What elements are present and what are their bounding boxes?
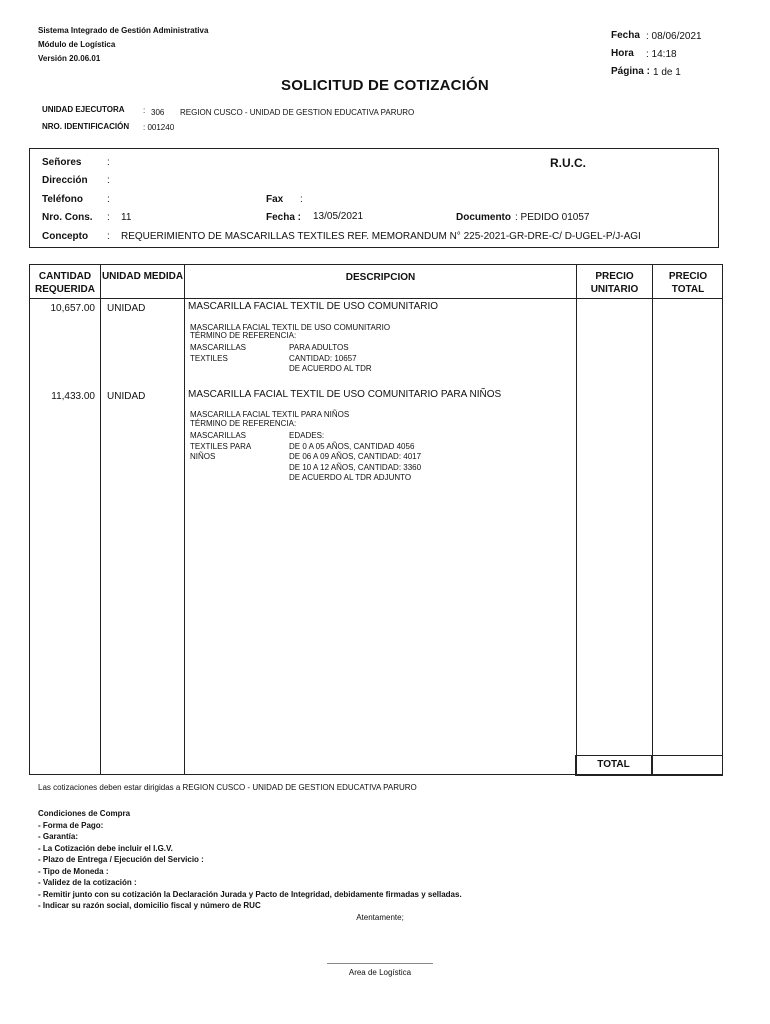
- senores-label: Señores: [42, 157, 82, 168]
- col-header-unidad: UNIDAD MEDIDA: [101, 271, 184, 282]
- item-descripcion: MASCARILLA FACIAL TEXTIL DE USO COMUNITARIO: [188, 301, 439, 312]
- condicion-item: - La Cotización debe incluir el I.G.V.: [38, 844, 173, 853]
- concepto-colon: :: [107, 231, 110, 242]
- page-value: 1 de 1: [653, 67, 681, 78]
- item-termino: TÉRMINO DE REFERENCIA:: [190, 331, 297, 340]
- total-label: TOTAL: [597, 759, 630, 770]
- date-value: : 08/06/2021: [646, 31, 702, 42]
- telefono-label: Teléfono: [42, 194, 83, 205]
- telefono-colon: :: [107, 194, 110, 205]
- direccion-label: Dirección: [42, 175, 88, 186]
- fecha-pedido-label: Fecha :: [266, 212, 302, 223]
- area-logistica-label: Area de Logística: [348, 968, 412, 977]
- col-header-precio-unitario: PRECIO UNITARIO: [590, 271, 639, 295]
- condicion-item: - Validez de la cotización :: [38, 878, 137, 887]
- item-detail-left: MASCARILLAS TEXTILES: [190, 343, 247, 363]
- col-header-precio-total: PRECIO TOTAL: [668, 271, 708, 295]
- atentamente-label: Atentamente;: [356, 913, 404, 922]
- nro-cons-label: Nro. Cons.: [42, 212, 93, 223]
- senores-colon: :: [107, 157, 110, 168]
- page-label: Página :: [611, 66, 650, 77]
- condiciones-title: Condiciones de Compra: [38, 809, 131, 818]
- condicion-item: - Plazo de Entrega / Ejecución del Servicio :: [38, 855, 204, 864]
- ruc-label: R.U.C.: [550, 156, 586, 170]
- dirigidas-note: Las cotizaciones deben estar dirigidas a REGION CUSCO - UNIDAD DE GESTION EDUCATIVA PARURO: [38, 783, 417, 792]
- condicion-item: - Remitir junto con su cotización la Declaración Jurada y Pacto de Integridad, debidamente firmadas y selladas.: [38, 890, 462, 899]
- unidad-ejecutora-label: UNIDAD EJECUTORA: [42, 105, 125, 114]
- module-name: Módulo de Logística: [38, 40, 116, 49]
- condicion-item: - Forma de Pago:: [38, 821, 104, 830]
- version-label: Versión 20.06.01: [38, 54, 101, 63]
- item-cantidad: 10,657.00: [50, 303, 95, 314]
- time-label: Hora: [611, 48, 634, 59]
- item-cut-line: MASCARILLA FACIAL TEXTIL DE USO COMUNITARIO: [190, 323, 391, 332]
- documento-label: Documento: [456, 212, 511, 223]
- item-cut-line: MASCARILLA FACIAL TEXTIL PARA NIÑOS: [190, 410, 350, 419]
- item-detail-right: PARA ADULTOS CANTIDAD: 10657 DE ACUERDO AL TDR: [289, 343, 372, 373]
- fax-colon: :: [300, 194, 303, 205]
- direccion-colon: :: [107, 175, 110, 186]
- unidad-ejecutora-colon: :: [143, 106, 146, 115]
- fecha-pedido-value: 13/05/2021: [313, 211, 364, 222]
- unidad-ejecutora-code: 306: [151, 108, 165, 117]
- col-header-cantidad: CANTIDAD REQUERIDA: [34, 271, 95, 295]
- item-detail-left: MASCARILLAS TEXTILES PARA NIÑOS: [190, 431, 252, 461]
- item-detail-right: EDADES: DE 0 A 05 AÑOS, CANTIDAD 4056 DE 06 A 09 AÑOS, CANTIDAD: 4017 DE 10 A 12 AÑOS, CANTIDAD: 3360 DE ACUERDO AL TDR ADJUNTO: [289, 431, 422, 482]
- item-unidad: UNIDAD: [107, 391, 146, 402]
- nro-cons-value: 11: [121, 212, 132, 223]
- item-descripcion: MASCARILLA FACIAL TEXTIL DE USO COMUNITARIO PARA NIÑOS: [188, 389, 502, 400]
- concepto-label: Concepto: [42, 231, 89, 242]
- nro-identificacion-label: NRO. IDENTIFICACIÓN: [42, 122, 130, 131]
- condicion-item: - Garantía:: [38, 832, 79, 841]
- signature-line: [327, 963, 433, 964]
- documento-value: : PEDIDO 01057: [515, 212, 590, 223]
- condicion-item: - Tipo de Moneda :: [38, 867, 109, 876]
- item-termino: TÉRMINO DE REFERENCIA:: [190, 419, 297, 428]
- nro-identificacion-value: : 001240: [143, 123, 175, 132]
- page-title: SOLICITUD DE COTIZACIÓN: [281, 77, 489, 94]
- nro-cons-colon: :: [107, 212, 110, 223]
- system-name: Sistema Integrado de Gestión Administrativa: [38, 26, 209, 35]
- col-header-descripcion: DESCRIPCION: [345, 272, 416, 283]
- condicion-item: - Indicar su razón social, domicilio fiscal y número de RUC: [38, 901, 261, 910]
- item-cantidad: 11,433.00: [51, 391, 95, 402]
- concepto-value: REQUERIMIENTO DE MASCARILLAS TEXTILES REF. MEMORANDUM N° 225-2021-GR-DRE-C/ D-UGEL-P/J-AGI: [121, 231, 641, 242]
- time-value: : 14:18: [646, 49, 677, 60]
- item-unidad: UNIDAD: [107, 303, 146, 314]
- unidad-ejecutora-name: REGION CUSCO - UNIDAD DE GESTION EDUCATIVA PARURO: [180, 108, 415, 117]
- date-label: Fecha: [611, 30, 640, 41]
- items-table: [29, 264, 723, 775]
- fax-label: Fax: [266, 194, 284, 205]
